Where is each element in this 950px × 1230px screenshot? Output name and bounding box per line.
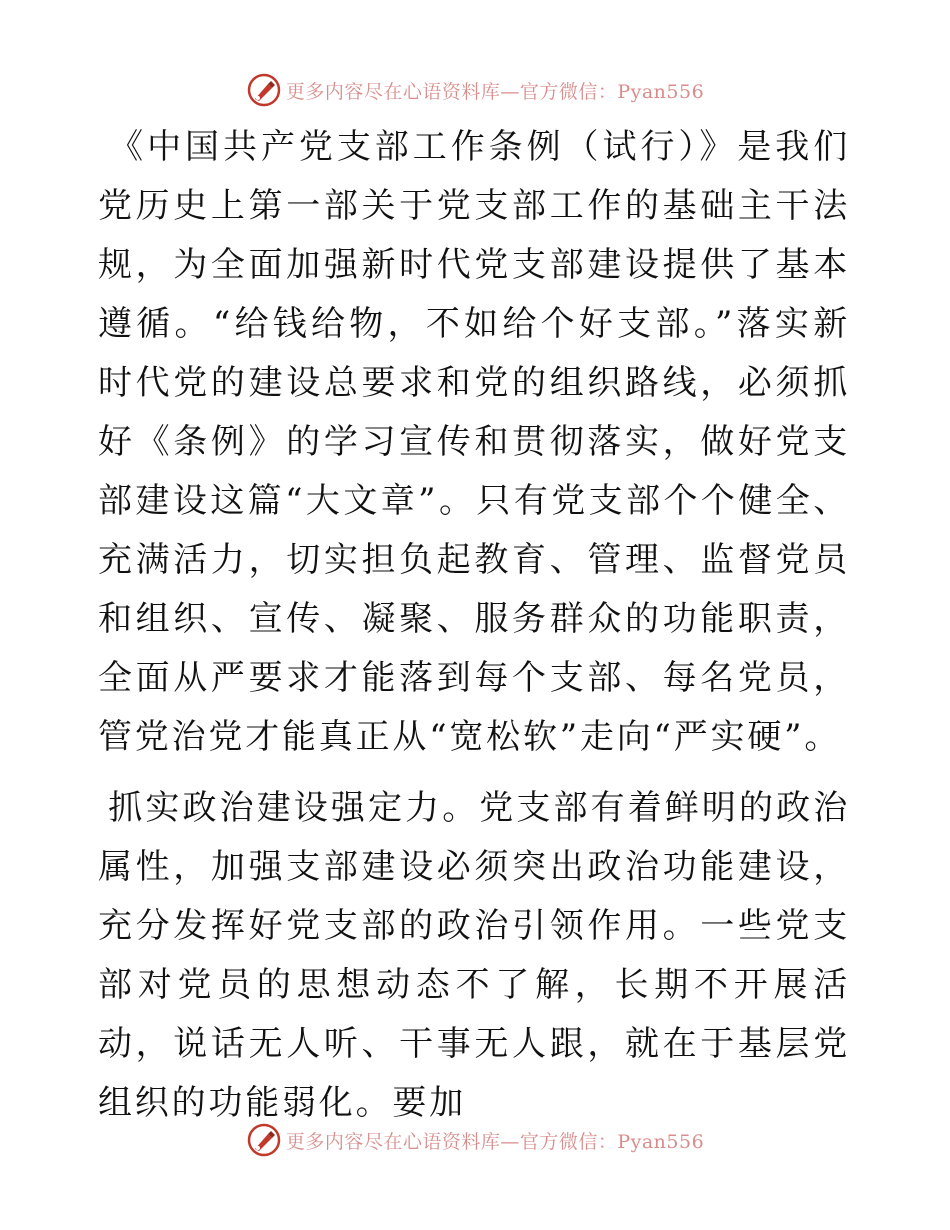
paragraph-2-text: 抓实政治建设强定力。党支部有着鲜明的政治属性，加强支部建设必须突出政治功能建设，充分发挥好党支部的政治引领作用。一些党支部对党员的思想动态不了解，长期不开展活动，说话无人听、干事无人跟，就在于基层党组织的功能弱化。要加 <box>98 788 850 1123</box>
watermark-text: 更多内容尽在心语资料库—官方微信：Pyan556 <box>285 1130 705 1153</box>
footer-watermark <box>0 1122 950 1158</box>
paragraph-2 <box>98 779 850 1133</box>
logo-icon <box>246 72 282 108</box>
document-body <box>98 118 850 1133</box>
logo-icon <box>246 1122 282 1158</box>
paragraph-1 <box>98 118 850 767</box>
watermark-text: 更多内容尽在心语资料库—官方微信：Pyan556 <box>285 80 705 103</box>
header-watermark <box>0 72 950 108</box>
paragraph-1-text: 《中国共产党支部工作条例（试行）》是我们党历史上第一部关于党支部工作的基础主干法规，为全面加强新时代党支部建设提供了基本遵循。“给钱给物，不如给个好支部。”落实新时代党的建设总要求和党的组织路线，必须抓好《条例》的学习宣传和贯彻落实，做好党支部建设这篇“大文章”。只有党支部个个健全、充满活力，切实担负起教育、管理、监督党员和组织、宣传、凝聚、服务群众的功能职责，全面从严要求才能落到每个支部、每名党员，管党治党才能真正从“宽松软”走向“严实硬”。 <box>98 127 850 757</box>
